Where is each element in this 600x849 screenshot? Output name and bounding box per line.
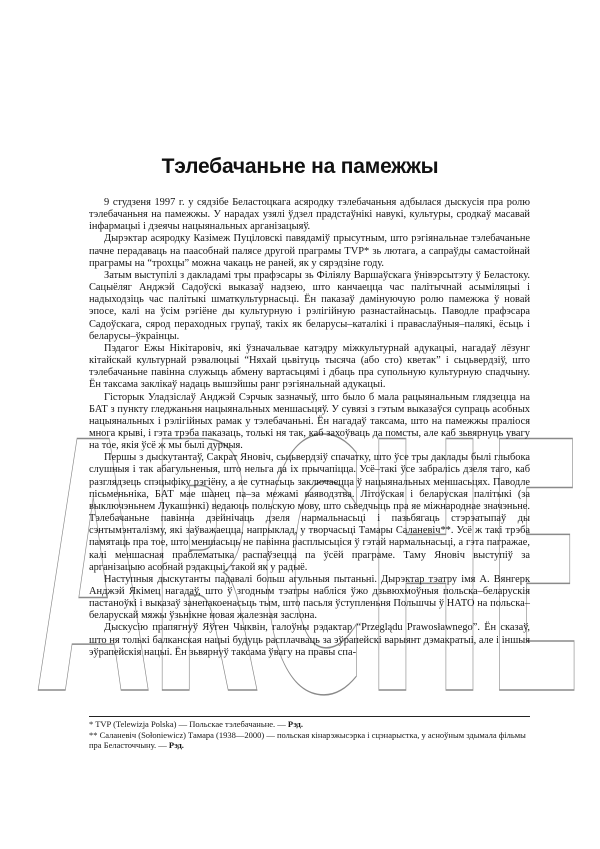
- paragraph: Дырэктар асяродку Казімеж Пуціловскі павядаміў прысутным, што рэгіянальнае тэлебачаньне пачне перадаваць на паасобнай палясе другой праграмы TVP* зь лютага, а сапраўды самастойнай праграмы на “трохцы” можна чакаць не раней, як у сярэдзіне году.: [89, 233, 530, 269]
- watermark-text: ARCHE: [37, 369, 585, 772]
- paragraph: Пэдагог Ежы Нікітаровіч, які ўзначальвае катэдру міжкультурнай адукацыі, нагадаў лёзунг кітайскай культурнай рэвалюцыі “Няхай цьвітуць тысяча (або сто) кветак” і сьцьвердзіў, што тэлебачаньне павінна служыць абмену вартасьцямі і дбаць пра супольную культурную спадчыну. Ён таксама заклікаў надаць вышэйшы ранг рэгіянальнай адукацыі.: [89, 342, 530, 391]
- paragraph: Гісторык Уладзіслаў Анджэй Сэрчык зазначыў, што было б мала рацыянальным глядзецца на БАТ з пункту гледжаньня нацыянальных меншасьцяў. У сувязі з гэтым выказаўся супраць асобных нацыянальных і рэлігійных рамак у тэлебачаньні. Ён нагадаў таксама, што на памежжы праліося многа крыві, і гэта трэба паказаць, толькі ня так, каб захоўваць да помсты, але каб зьвярнуць увагу на тое, якія ўсё ж мы былі дурныя.: [89, 391, 530, 452]
- paragraph: Наступныя дыскутанты падавалі больш агульныя пытаньні. Дырэктар тэатру імя А. Вянгерк Анджэй Якімец нагадаў, што ў згодным тэатры набліся ўжо дзьвюхмоўныя польска–беларускія пастаноўкі і выказаў занепакоенасьць тым, што пасьля ўступленьня Польшчы ў НАТО на польска–беларускай мяжы ўзьнікне новая жалезная заслона.: [89, 573, 530, 622]
- footnote-text: * TVP (Telewizja Polska) — Польскае тэлебачаньне. —: [89, 719, 286, 729]
- footnotes: [89, 716, 530, 751]
- article-body: [89, 197, 530, 659]
- page-title: Тэлебачаньне на памежжы: [161, 155, 439, 178]
- footnote-text: ** Саланевіч (Sołoniewicz) Тамара (1938—2000) — польская кінарэжысэрка і сцэнарыстка, у асноўным здымала фільмы пра Беласточчыну. —: [89, 729, 526, 750]
- paragraph: 9 студзеня 1997 г. у сядзібе Беластоцкага асяродку тэлебачаньня адбылася дыскусія пра ролю тэлебачаньня на памежжы. У нарадах узялі ўдзел прадстаўнікі навукі, культуры, сродкаў масавай інфармацыі і дзеячы нацыянальных арганізацыяў.: [89, 197, 530, 233]
- paragraph: Дыскусію прапягнуў Яўген Чыквін, галоўны рэдактар “Przeglądu Prawosławnego”. Ён сказаў, што ня толькі балканская нацыі будуць расплачваць за эўрапейскі варыянт дэмакратыі, але і іншыя эўрапейскія нацыі. Ён зьвярнуў таксама ўвагу на правы спа-: [89, 622, 530, 658]
- footnote: [89, 719, 530, 730]
- footnote-editor-mark: Рэд.: [287, 719, 303, 729]
- paragraph: Затым выступілі з дакладамі тры прафэсары зь Філіялу Варшаўскага ўнівэрсытэту ў Беластоку. Сацыёляг Анджэй Садоўскі выказаў надзею, што канчаецца час палітычнай асыміляцыі і надыходзіць час палітыкі шматкультурнасьці. Ён паказаў дамінуючую ролю памежжа ў новай эпосе, калі на ўсім рэгіёне ды культурную і рэлігійную разнастайнасьць. Паводле прафэсара Садоўскага, сярод пераходных групаў, такіх як беларусы–каталікі і праваслаўныя–палякі, ёсьць і беларусы–ўкраінцы.: [89, 269, 530, 342]
- paragraph: Першы з дыскутантаў, Сакрат Яновіч, сьцьвердзіў спачатку, што ўсе тры даклады былі глыбока слушныя і так абагульненыя, што нельга да іх прычапіцца. Усё–такі ўсе забралісь дзеля таго, каб разглядзець спэцыфіку рэгіёну, а яе сутнасьць заключаецца ў нацыянальных меншасьцях. Паводле пісьменьніка, БАТ мае шанец па–за межамі ваяводзтва. Літоўская і беларуская палітыкі (за выключэньнем Лукашэнкі) ведаюць польскую мову, што сьведчыць пра яе міжнароднае значэньне. Тэлебачаньне павінна дзейнічаць дзеля нармальнасьці і пазьбягаць стэрэатыпаў ды сэнтымэнталізму, які заўважаецца, напрыклад, у творчасьці Тамары Саланевіч**. Усё ж такі трэба памятаць пра тое, што меншасьць не павінна расплысьціся ў гэтай нармальнасьці, а гэта пагражае, калі меншасная праблематыка распаўзецца па ўсёй праграме. Таму Яновіч выступіў за арганізацыю асобнай рэдакцыі, такой як у радыё.: [89, 452, 530, 573]
- footnote-editor-mark: Рэд.: [168, 740, 184, 750]
- footnote: [89, 730, 530, 751]
